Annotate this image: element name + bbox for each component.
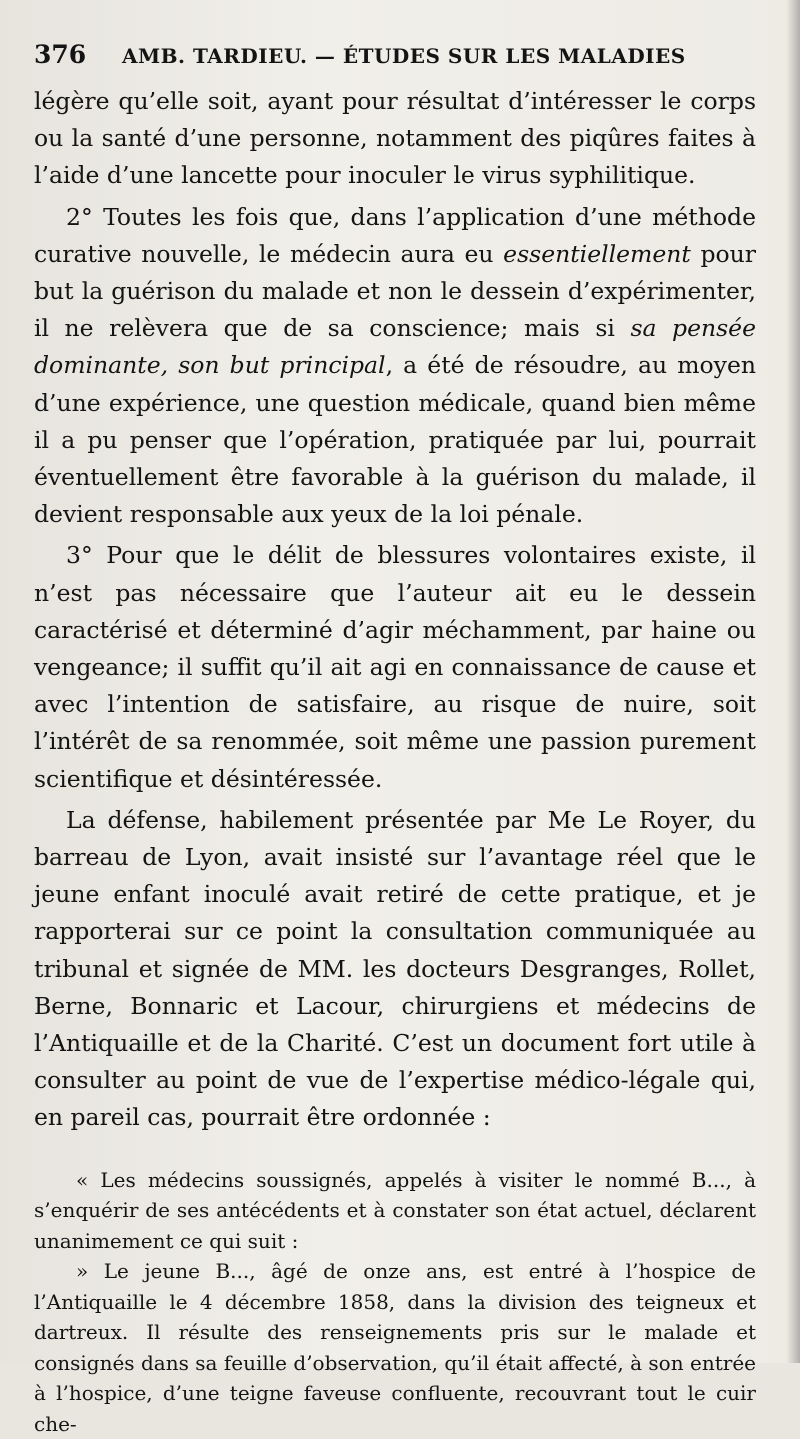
paragraph-continuation: légère qu’elle soit, ayant pour résultat d’intéresser le corps ou la santé d’une personne, notamment des piqûres faites à l’aide d’une lancette pour inoculer le virus syphilitique. [34, 87, 756, 190]
page-header [34, 40, 756, 69]
paragraph-defense: La défense, habilement présentée par Me Le Royer, du barreau de Lyon, avait insisté sur l’avantage réel que le jeune enfant inoculé avait retiré de cette pratique, et je rapporterai sur ce point la consultation communiquée au tribunal et signée de MM. les docteurs Desgranges, Rollet, Berne, Bonnaric et Lacour, chirurgiens et médecins de l’Antiquaille et de la Charité. C’est un document fort utile à consulter au point de vue de l’expertise médico-légale qui, en pareil cas, pourrait être ordonnée : [34, 805, 756, 1132]
quote-paragraph: « Les médecins soussignés, appelés à visiter le nommé B..., à s’enquérir de ses antécédents et à constater son état actuel, déclarent unanimement ce qui suit : [34, 1167, 756, 1253]
paragraph-point-3: 3° Pour que le délit de blessures volontaires existe, il n’est pas nécessaire que l’auteur ait eu le dessein caractérisé et déterminé d’agir méchamment, par haine ou vengeance; il suffit qu’il ait agi en connaissance de cause et avec l’intention de satisfaire, au risque de nuire, soit l’intérêt de sa renommée, soit même une passion purement scientifique et désintéressée. [34, 541, 756, 793]
quoted-consultation [34, 1165, 756, 1439]
page-number: 376 [34, 40, 87, 69]
paragraph-point-2: 2° Toutes les fois que, dans l’application d’une méthode curative nouvelle, le médecin aura eu essentiellement pour but la guérison du malade et non le dessein d’expérimenter, il ne relèvera que de sa conscience; mais si sa pensée dominante, son but principal, a été de résoudre, au moyen d’une expérience, une question médicale, quand bien même il a pu penser que l’opération, pratiquée par lui, pourrait éventuellement être favorable à la guérison du malade, il devient responsable aux yeux de la loi pénale. [34, 202, 756, 529]
quote-paragraph: » Le jeune B..., âgé de onze ans, est entré à l’hospice de l’Antiquaille le 4 décembre 1858, dans la division des teigneux et dartreux. Il résulte des renseignements pris sur le malade et consignés dans sa feuille d’observation, qu’il était affecté, à son entrée à l’hospice, d’une teigne faveuse confluente, recouvrant tout le cuir che- [34, 1259, 756, 1436]
body-text [34, 83, 756, 1137]
running-title: AMB. TARDIEU. — ÉTUDES SUR LES MALADIES [122, 44, 686, 68]
italic-phrase: essentiellement [503, 239, 691, 268]
italic-phrase: sa pensée dominante, son but principal [34, 314, 756, 380]
